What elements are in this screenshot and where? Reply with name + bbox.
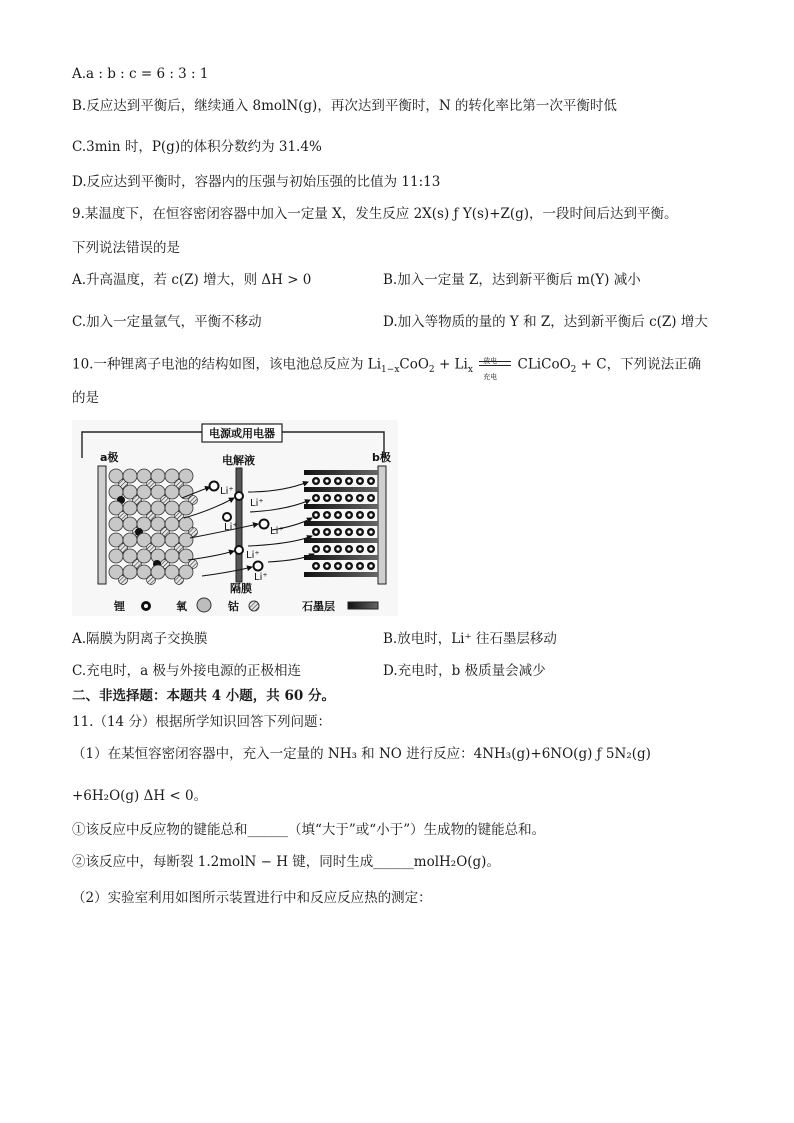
- b-electrode-label: b极: [372, 451, 391, 464]
- graphite-layer: [304, 538, 378, 543]
- q8-option-c: C.3min 时，P(g)的体积分数约为 31.4%: [72, 139, 322, 155]
- graphite-layer: [304, 504, 378, 509]
- oxygen-atom: [165, 549, 179, 563]
- q11-part1: （1）在某恒容密闭容器中，充入一定量的 NH₃ 和 NO 进行反应：4NH₃(g)+6NO(g) ƒ 5N₂(g): [72, 746, 651, 762]
- graphite-layer: [304, 521, 378, 526]
- oxygen-atom: [109, 517, 123, 531]
- li-ion-label: Li⁺: [254, 572, 268, 583]
- legend-o-swatch: [197, 598, 211, 612]
- graphite-layer: [304, 487, 378, 492]
- li-ion-label: Li⁺: [220, 486, 234, 497]
- graphite-layer: [304, 470, 378, 475]
- q11-part2: （2）实验室利用如图所示装置进行中和反应反应热的测定：: [72, 890, 432, 906]
- oxygen-atom: [123, 565, 137, 579]
- subscript: x: [467, 365, 473, 376]
- oxygen-atom: [123, 501, 137, 515]
- q11-part1-cont: +6H₂O(g) ΔH < 0。: [72, 788, 208, 804]
- legend-co-swatch: [249, 601, 259, 611]
- q8-option-b: B.反应达到平衡后，继续通入 8molN(g)，再次达到平衡时，N 的转化率比第一次平衡时低: [72, 98, 617, 114]
- q11-question2: ②该反应中，每断裂 1.2molN − H 键，同时生成______molH₂O(g)。: [72, 854, 500, 870]
- oxygen-atom: [179, 533, 193, 547]
- q8-option-a: A.a : b : c = 6 : 3 : 1: [72, 66, 209, 82]
- legend-co-label: 钴: [228, 600, 239, 613]
- q9-option-a: A.升高温度，若 c(Z) 增大，则 ΔH > 0: [72, 272, 312, 288]
- li-ion-label: Li⁺: [246, 550, 260, 561]
- oxygen-atom: [151, 501, 165, 515]
- q9-option-b: B.加入一定量 Z，达到新平衡后 m(Y) 减小: [383, 272, 641, 288]
- subscript: 1−x: [381, 365, 400, 376]
- q10-stem: 10.一种锂离子电池的结构如图，该电池总反应为 $Li_{1-x}CoO_2 + Li_x$ 放电 充电 CLiCoO$_2$ + C，下列说法正确: [72, 354, 701, 380]
- q9-option-d: D.加入等物质的量的 Y 和 Z，达到新平衡后 c(Z) 增大: [383, 314, 708, 330]
- li-ion-label: Li⁺: [250, 498, 264, 509]
- legend-graphite-swatch: [348, 602, 378, 609]
- legend-o-label: 氧: [176, 600, 187, 613]
- q10-option-c: C.充电时，a 极与外接电源的正极相连: [72, 663, 301, 679]
- power-label: 电源或用电器: [209, 427, 275, 440]
- oxygen-atom: [109, 549, 123, 563]
- oxygen-atom: [165, 485, 179, 499]
- q10-stem-2: 的是: [72, 390, 99, 406]
- li-ion-label: Li⁺: [270, 526, 284, 537]
- oxygen-atom: [179, 565, 193, 579]
- q10-option-d: D.充电时，b 极质量会减少: [383, 663, 546, 679]
- oxygen-atom: [179, 469, 193, 483]
- q11-question1: ①该反应中反应物的键能总和______（填“大于”或“小于”）生成物的键能总和。: [72, 822, 546, 838]
- subscript: 2: [428, 365, 435, 376]
- li-ion-label: Li⁺: [224, 522, 238, 533]
- oxygen-atom: [151, 469, 165, 483]
- oxygen-atom: [151, 565, 165, 579]
- battery-diagram: [72, 420, 398, 616]
- reversible-arrow: 放电 充电: [477, 354, 513, 376]
- oxygen-atom: [137, 549, 151, 563]
- graphite-layer: [304, 572, 378, 577]
- b-electrode-plate: [378, 466, 386, 584]
- legend-li-label: 锂: [114, 600, 125, 613]
- oxygen-atom: [123, 469, 137, 483]
- oxygen-atom: [151, 533, 165, 547]
- a-electrode-plate: [98, 466, 106, 584]
- oxygen-atom: [123, 533, 137, 547]
- graphite-layer: [304, 555, 378, 560]
- q10-option-a: A.隔膜为阴离子交换膜: [72, 631, 208, 647]
- oxygen-atom: [179, 501, 193, 515]
- q9-option-c: C.加入一定量氩气，平衡不移动: [72, 314, 262, 330]
- legend-graphite-label: 石墨层: [302, 600, 335, 613]
- electrolyte-label: 电解液: [222, 454, 255, 467]
- subscript: 2: [570, 365, 577, 376]
- section-title: 二、非选择题：本题共 4 小题，共 60 分。: [72, 688, 335, 704]
- q8-option-d: D.反应达到平衡时，容器内的压强与初始压强的比值为 11:13: [72, 174, 441, 190]
- oxygen-atom: [137, 485, 151, 499]
- a-electrode-label: a极: [100, 451, 119, 464]
- q11-stem: 11.（14 分）根据所学知识回答下列问题：: [72, 714, 331, 730]
- q10-option-b: B.放电时，Li⁺ 往石墨层移动: [383, 631, 557, 647]
- q9-stem-2: 下列说法错误的是: [72, 240, 180, 256]
- q9-stem: 9.某温度下，在恒容密闭容器中加入一定量 X，发生反应 2X(s) ƒ Y(s)+Z(g)，一段时间后达到平衡。: [72, 206, 678, 222]
- separator-label: 隔膜: [230, 582, 252, 595]
- oxygen-atom: [165, 517, 179, 531]
